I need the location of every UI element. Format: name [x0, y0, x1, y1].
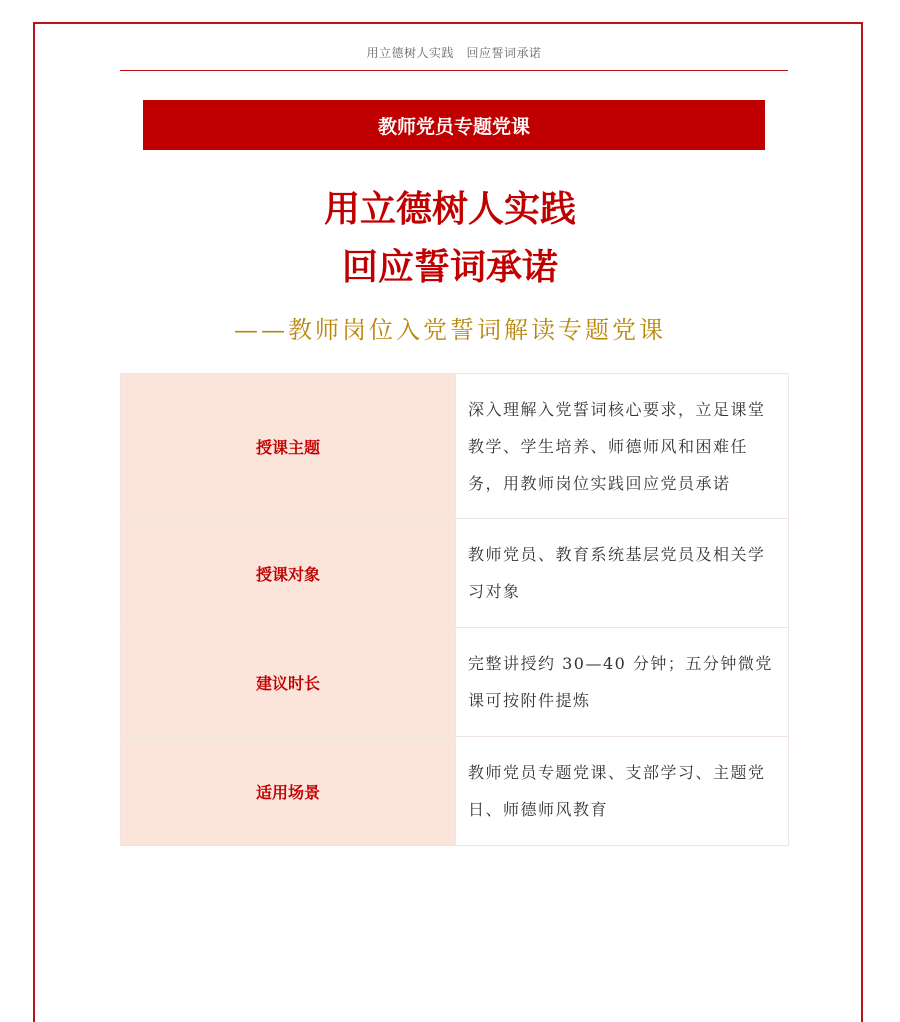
header-divider — [120, 70, 788, 71]
row-value-topic: 深入理解入党誓词核心要求，立足课堂教学、学生培养、师德师风和困难任务，用教师岗位实践回应党员承诺 — [456, 374, 789, 519]
main-title-line-2: 回应誓词承诺 — [341, 247, 558, 288]
row-value-scenario: 教师党员专题党课、支部学习、主题党日、师德师风教育 — [456, 737, 789, 846]
table-row — [121, 374, 789, 519]
row-label-scenario: 适用场景 — [121, 737, 456, 846]
main-title-line-1: 用立德树人实践 — [323, 189, 576, 230]
row-label-topic: 授课主题 — [121, 374, 456, 519]
row-value-duration: 完整讲授约 30—40 分钟；五分钟微党课可按附件提炼 — [456, 628, 789, 737]
course-banner: 教师党员专题党课 — [143, 100, 765, 150]
running-header: 用立德树人实践 回应誓词承诺 — [366, 46, 542, 60]
course-info-table — [120, 373, 789, 846]
row-label-audience: 授课对象 — [121, 519, 456, 628]
table-row — [121, 737, 789, 846]
table-row — [121, 628, 789, 737]
row-label-duration: 建议时长 — [121, 628, 456, 737]
row-value-audience: 教师党员、教育系统基层党员及相关学习对象 — [456, 519, 789, 628]
subtitle: ——教师岗位入党誓词解读专题党课 — [234, 316, 666, 344]
table-row — [121, 519, 789, 628]
